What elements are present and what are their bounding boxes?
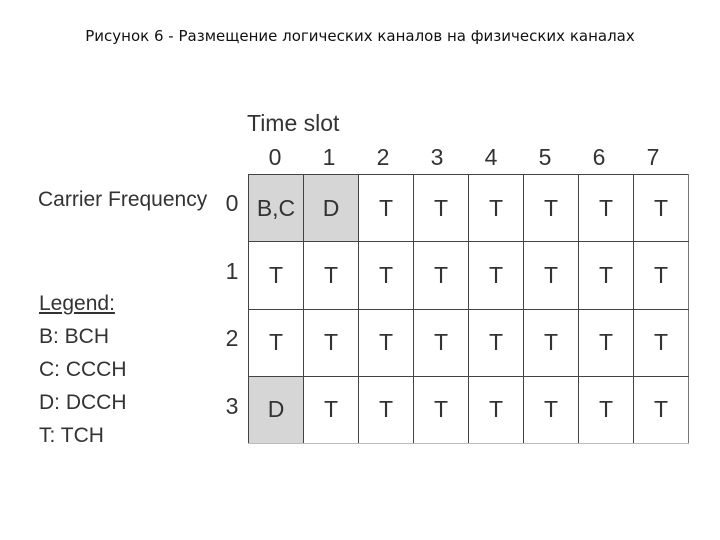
channel-cell: T xyxy=(359,309,414,376)
carrier-row xyxy=(249,376,689,443)
time-slot-number: 1 xyxy=(322,144,336,170)
carrier-number: 0 xyxy=(225,190,239,216)
carrier-row xyxy=(249,309,689,376)
time-slot-number: 3 xyxy=(430,144,444,170)
channel-cell: T xyxy=(524,175,579,242)
channel-grid xyxy=(248,174,689,444)
channel-cell: D xyxy=(304,175,359,242)
channel-cell: B,C xyxy=(249,175,304,242)
legend-item: T: TCH xyxy=(39,424,104,447)
channel-cell: T xyxy=(524,242,579,309)
channel-cell: T xyxy=(579,242,634,309)
channel-cell: T xyxy=(634,242,689,309)
channel-cell: T xyxy=(414,376,469,443)
channel-cell: T xyxy=(359,242,414,309)
legend xyxy=(39,287,127,452)
channel-cell: T xyxy=(579,309,634,376)
legend-item: D: DCCH xyxy=(39,391,127,414)
channel-cell: T xyxy=(304,309,359,376)
time-slot-number: 7 xyxy=(646,144,660,170)
carrier-number: 3 xyxy=(225,393,239,419)
channel-cell: T xyxy=(469,242,524,309)
channel-cell: T xyxy=(414,242,469,309)
channel-cell: T xyxy=(304,242,359,309)
channel-cell: T xyxy=(579,376,634,443)
channel-cell: T xyxy=(469,309,524,376)
figure-caption: Рисунок 6 - Размещение логических каналов на физических каналах xyxy=(85,27,635,45)
time-slot-number: 6 xyxy=(592,144,606,170)
channel-cell: T xyxy=(414,309,469,376)
channel-cell: T xyxy=(524,376,579,443)
channel-cell: T xyxy=(359,376,414,443)
legend-title: Legend: xyxy=(39,292,115,315)
time-slot-number: 4 xyxy=(484,144,498,170)
channel-cell: T xyxy=(249,309,304,376)
carrier-row xyxy=(249,175,689,242)
channel-cell: T xyxy=(469,175,524,242)
carrier-number: 1 xyxy=(225,258,239,284)
channel-cell: T xyxy=(414,175,469,242)
legend-item: B: BCH xyxy=(39,325,110,348)
time-slot-header xyxy=(248,144,682,172)
channel-cell: D xyxy=(249,376,304,443)
carrier-row xyxy=(249,242,689,309)
time-slot-number: 2 xyxy=(376,144,390,170)
time-slot-number: 5 xyxy=(538,144,552,170)
channel-cell: T xyxy=(524,309,579,376)
time-slot-number: 0 xyxy=(268,144,282,170)
channel-cell: T xyxy=(634,175,689,242)
channel-cell: T xyxy=(579,175,634,242)
channel-cell: T xyxy=(359,175,414,242)
channel-cell: T xyxy=(634,376,689,443)
carrier-frequency-label: Carrier Frequency xyxy=(38,188,208,211)
channel-cell: T xyxy=(249,242,304,309)
carrier-number: 2 xyxy=(225,325,239,351)
channel-cell: T xyxy=(304,376,359,443)
channel-cell: T xyxy=(469,376,524,443)
channel-cell: T xyxy=(634,309,689,376)
time-slot-title: Time slot xyxy=(247,110,340,136)
legend-item: C: CCCH xyxy=(39,358,127,381)
